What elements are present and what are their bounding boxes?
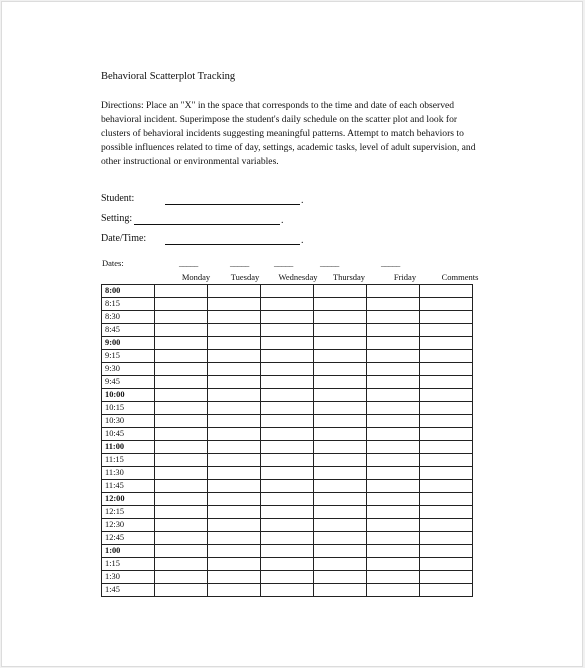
grid-cell-thursday[interactable] [314,454,367,467]
grid-cell-thursday[interactable] [314,376,367,389]
date-time-field-dot: . [301,235,304,246]
grid-cell-thursday[interactable] [314,389,367,402]
grid-cell-wednesday[interactable] [261,558,314,571]
setting-field-line[interactable] [134,224,280,225]
grid-cell-comments[interactable] [420,506,473,519]
table-row [102,558,473,571]
time-label: 8:30 [102,311,155,324]
grid-cell-friday[interactable] [367,545,420,558]
grid-cell-tuesday[interactable] [208,519,261,532]
grid-cell-wednesday[interactable] [261,337,314,350]
column-header-wednesday: Wednesday [278,272,318,282]
time-label: 9:45 [102,376,155,389]
grid-cell-thursday[interactable] [314,519,367,532]
time-label: 12:15 [102,506,155,519]
table-row [102,480,473,493]
grid-cell-friday[interactable] [367,454,420,467]
grid-cell-thursday[interactable] [314,285,367,298]
grid-cell-comments[interactable] [420,467,473,480]
table-row [102,376,473,389]
grid-cell-wednesday[interactable] [261,376,314,389]
grid-cell-monday[interactable] [155,493,208,506]
grid-cell-monday[interactable] [155,311,208,324]
grid-cell-wednesday[interactable] [261,298,314,311]
time-label: 10:00 [102,389,155,402]
grid-cell-tuesday[interactable] [208,545,261,558]
grid-cell-monday[interactable] [155,571,208,584]
date-time-field-line[interactable] [165,244,300,245]
time-label: 11:15 [102,454,155,467]
grid-cell-tuesday[interactable] [208,584,261,597]
grid-cell-comments[interactable] [420,337,473,350]
grid-cell-thursday[interactable] [314,298,367,311]
table-row [102,506,473,519]
grid-cell-monday[interactable] [155,324,208,337]
grid-cell-friday[interactable] [367,298,420,311]
grid-cell-tuesday[interactable] [208,363,261,376]
grid-cell-monday[interactable] [155,337,208,350]
grid-cell-friday[interactable] [367,441,420,454]
grid-cell-wednesday[interactable] [261,454,314,467]
grid-cell-wednesday[interactable] [261,311,314,324]
grid-cell-monday[interactable] [155,402,208,415]
date-blank-wednesday[interactable]: _____ [274,258,293,268]
time-label: 10:30 [102,415,155,428]
grid-cell-monday[interactable] [155,519,208,532]
grid-cell-thursday[interactable] [314,584,367,597]
grid-cell-monday[interactable] [155,480,208,493]
grid-cell-friday[interactable] [367,376,420,389]
grid-cell-friday[interactable] [367,285,420,298]
grid-cell-friday[interactable] [367,350,420,363]
setting-field-dot: . [281,215,284,226]
directions-line: possible influences related to time of day, settings, academic tasks, level of adult supervision, and [101,142,476,153]
dates-label: Dates: [102,258,124,268]
grid-cell-thursday[interactable] [314,506,367,519]
grid-cell-comments[interactable] [420,350,473,363]
table-row [102,545,473,558]
grid-cell-thursday[interactable] [314,324,367,337]
grid-cell-tuesday[interactable] [208,389,261,402]
grid-cell-comments[interactable] [420,532,473,545]
table-row [102,285,473,298]
grid-cell-wednesday[interactable] [261,363,314,376]
grid-cell-thursday[interactable] [314,467,367,480]
grid-cell-monday[interactable] [155,389,208,402]
grid-cell-friday[interactable] [367,467,420,480]
grid-cell-wednesday[interactable] [261,532,314,545]
table-row [102,428,473,441]
grid-cell-friday[interactable] [367,584,420,597]
grid-cell-wednesday[interactable] [261,428,314,441]
date-blank-friday[interactable]: _____ [381,258,400,268]
table-row [102,415,473,428]
grid-cell-wednesday[interactable] [261,389,314,402]
table-row [102,493,473,506]
column-header-tuesday: Tuesday [230,272,260,282]
grid-cell-friday[interactable] [367,532,420,545]
grid-cell-friday[interactable] [367,480,420,493]
time-label: 1:45 [102,584,155,597]
time-label: 1:00 [102,545,155,558]
grid-cell-monday[interactable] [155,545,208,558]
table-row [102,324,473,337]
grid-cell-tuesday[interactable] [208,480,261,493]
table-row [102,519,473,532]
grid-cell-thursday[interactable] [314,571,367,584]
grid-cell-tuesday[interactable] [208,454,261,467]
grid-cell-thursday[interactable] [314,311,367,324]
time-label: 9:00 [102,337,155,350]
grid-cell-thursday[interactable] [314,350,367,363]
grid-cell-tuesday[interactable] [208,571,261,584]
grid-cell-friday[interactable] [367,428,420,441]
time-label: 1:30 [102,571,155,584]
table-row [102,311,473,324]
table-row [102,467,473,480]
directions-line: clusters of behavioral incidents suggesting meaningful patterns. Attempt to match behaviors to [101,128,464,139]
column-header-monday: Monday [181,272,211,282]
grid-cell-comments[interactable] [420,545,473,558]
time-label: 9:30 [102,363,155,376]
table-row [102,363,473,376]
grid-cell-monday[interactable] [155,441,208,454]
column-header-comments: Comments [441,272,479,282]
grid-cell-monday[interactable] [155,285,208,298]
grid-cell-monday[interactable] [155,558,208,571]
table-row [102,337,473,350]
time-label: 9:15 [102,350,155,363]
grid-cell-comments[interactable] [420,298,473,311]
grid-cell-thursday[interactable] [314,441,367,454]
directions-paragraph [101,99,501,169]
grid-cell-wednesday[interactable] [261,480,314,493]
grid-cell-comments[interactable] [420,584,473,597]
time-label: 10:15 [102,402,155,415]
grid-cell-wednesday[interactable] [261,467,314,480]
table-row [102,584,473,597]
grid-cell-friday[interactable] [367,337,420,350]
grid-cell-monday[interactable] [155,415,208,428]
grid-cell-friday[interactable] [367,519,420,532]
table-row [102,454,473,467]
time-label: 12:45 [102,532,155,545]
grid-cell-friday[interactable] [367,311,420,324]
grid-cell-thursday[interactable] [314,337,367,350]
grid-cell-comments[interactable] [420,480,473,493]
document-page [1,1,583,667]
grid-cell-tuesday[interactable] [208,532,261,545]
grid-cell-comments[interactable] [420,285,473,298]
date-blank-monday[interactable]: _____ [179,258,198,268]
grid-cell-thursday[interactable] [314,493,367,506]
grid-cell-tuesday[interactable] [208,337,261,350]
column-header-friday: Friday [393,272,417,282]
grid-cell-comments[interactable] [420,415,473,428]
grid-cell-friday[interactable] [367,324,420,337]
grid-cell-tuesday[interactable] [208,285,261,298]
grid-cell-monday[interactable] [155,454,208,467]
grid-cell-friday[interactable] [367,389,420,402]
grid-cell-wednesday[interactable] [261,415,314,428]
grid-cell-tuesday[interactable] [208,376,261,389]
grid-cell-monday[interactable] [155,467,208,480]
directions-line: other instructional or environmental variables. [101,156,279,167]
grid-cell-wednesday[interactable] [261,441,314,454]
directions-line: Directions: Place an "X" in the space that corresponds to the time and date of each observed [101,100,455,111]
grid-cell-tuesday[interactable] [208,558,261,571]
grid-cell-monday[interactable] [155,298,208,311]
time-label: 8:45 [102,324,155,337]
grid-cell-thursday[interactable] [314,558,367,571]
grid-cell-friday[interactable] [367,558,420,571]
column-header-thursday: Thursday [332,272,366,282]
grid-cell-wednesday[interactable] [261,350,314,363]
grid-cell-comments[interactable] [420,493,473,506]
grid-cell-monday[interactable] [155,376,208,389]
table-row [102,441,473,454]
table-row [102,402,473,415]
time-label: 12:00 [102,493,155,506]
grid-cell-thursday[interactable] [314,428,367,441]
grid-cell-comments[interactable] [420,376,473,389]
student-field-line[interactable] [165,204,300,205]
grid-cell-monday[interactable] [155,350,208,363]
grid-cell-friday[interactable] [367,402,420,415]
grid-cell-wednesday[interactable] [261,519,314,532]
grid-cell-wednesday[interactable] [261,571,314,584]
grid-cell-monday[interactable] [155,532,208,545]
grid-cell-tuesday[interactable] [208,428,261,441]
grid-cell-wednesday[interactable] [261,324,314,337]
time-label: 11:00 [102,441,155,454]
grid-cell-wednesday[interactable] [261,584,314,597]
time-label: 11:45 [102,480,155,493]
grid-cell-monday[interactable] [155,428,208,441]
grid-cell-monday[interactable] [155,363,208,376]
grid-cell-comments[interactable] [420,428,473,441]
grid-cell-thursday[interactable] [314,363,367,376]
date-blank-tuesday[interactable]: _____ [230,258,249,268]
grid-cell-comments[interactable] [420,441,473,454]
student-field-dot: . [301,195,304,206]
time-label: 11:30 [102,467,155,480]
grid-cell-comments[interactable] [420,454,473,467]
grid-cell-wednesday[interactable] [261,506,314,519]
grid-cell-thursday[interactable] [314,480,367,493]
grid-cell-tuesday[interactable] [208,467,261,480]
grid-cell-tuesday[interactable] [208,298,261,311]
table-row [102,298,473,311]
grid-cell-tuesday[interactable] [208,506,261,519]
setting-label: Setting: [101,213,133,224]
time-label: 10:45 [102,428,155,441]
time-label: 8:15 [102,298,155,311]
grid-cell-comments[interactable] [420,558,473,571]
grid-cell-comments[interactable] [420,363,473,376]
grid-cell-tuesday[interactable] [208,402,261,415]
grid-cell-friday[interactable] [367,571,420,584]
grid-cell-friday[interactable] [367,363,420,376]
grid-cell-comments[interactable] [420,519,473,532]
grid-cell-tuesday[interactable] [208,441,261,454]
time-label: 12:30 [102,519,155,532]
document-title: Behavioral Scatterplot Tracking [101,71,236,82]
directions-line: behavioral incident. Superimpose the student's daily schedule on the scatter plot and look for [101,114,458,125]
scatterplot-grid [101,284,473,597]
grid-cell-friday[interactable] [367,506,420,519]
student-label: Student: [101,193,135,204]
grid-cell-thursday[interactable] [314,402,367,415]
date-time-label: Date/Time: [101,233,147,244]
grid-cell-wednesday[interactable] [261,402,314,415]
grid-cell-monday[interactable] [155,506,208,519]
grid-cell-comments[interactable] [420,324,473,337]
grid-cell-thursday[interactable] [314,415,367,428]
grid-cell-wednesday[interactable] [261,545,314,558]
grid-cell-tuesday[interactable] [208,324,261,337]
grid-cell-thursday[interactable] [314,532,367,545]
grid-cell-wednesday[interactable] [261,493,314,506]
grid-cell-comments[interactable] [420,389,473,402]
table-row [102,571,473,584]
table-row [102,532,473,545]
grid-cell-tuesday[interactable] [208,493,261,506]
grid-cell-tuesday[interactable] [208,415,261,428]
grid-cell-monday[interactable] [155,584,208,597]
table-row [102,350,473,363]
grid-cell-friday[interactable] [367,493,420,506]
grid-cell-comments[interactable] [420,571,473,584]
grid-cell-thursday[interactable] [314,545,367,558]
time-label: 1:15 [102,558,155,571]
grid-cell-comments[interactable] [420,402,473,415]
grid-cell-wednesday[interactable] [261,285,314,298]
grid-cell-tuesday[interactable] [208,350,261,363]
time-label: 8:00 [102,285,155,298]
grid-cell-comments[interactable] [420,311,473,324]
table-row [102,389,473,402]
grid-cell-friday[interactable] [367,415,420,428]
grid-cell-tuesday[interactable] [208,311,261,324]
date-blank-thursday[interactable]: _____ [320,258,339,268]
